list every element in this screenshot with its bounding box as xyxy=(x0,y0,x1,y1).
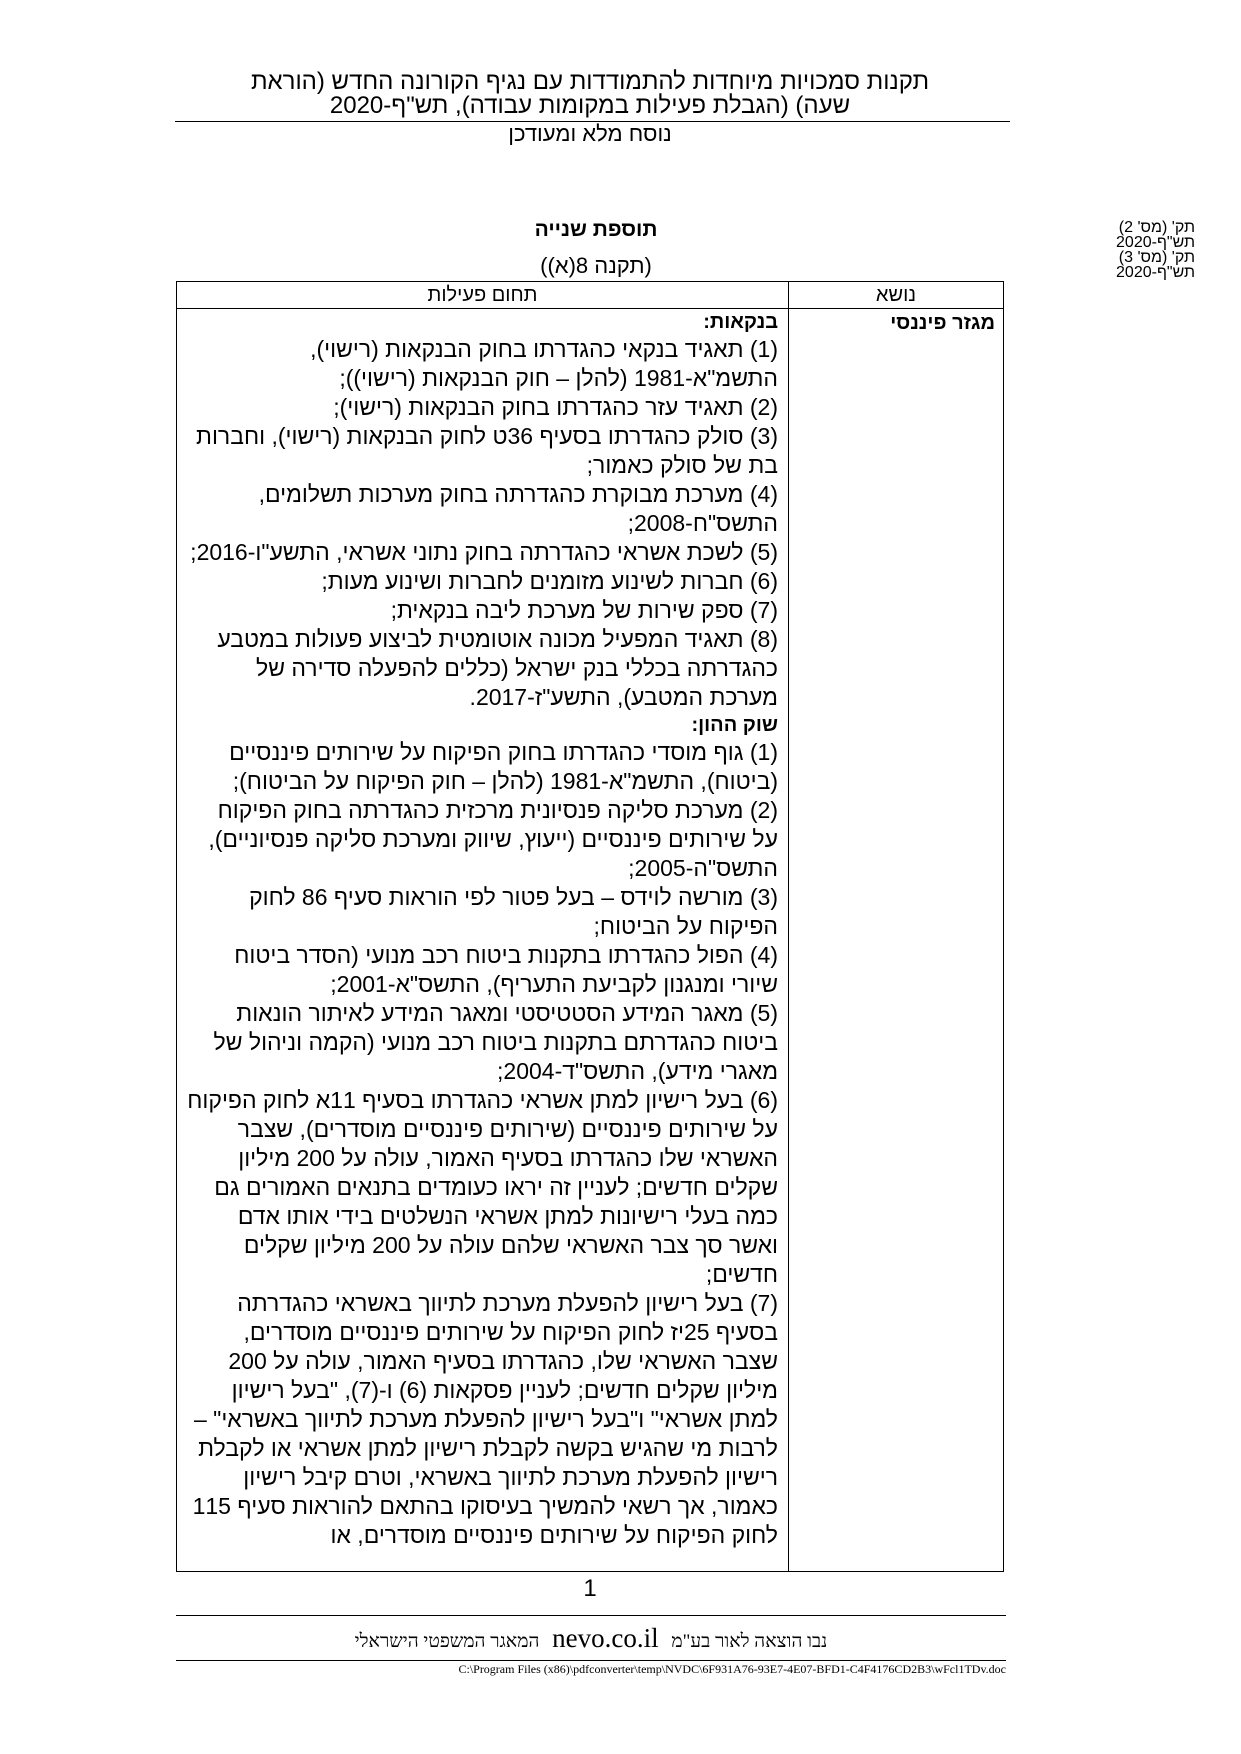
list-item: (6) חברות לשינוע מזומנים לחברות ושינוע מעות; xyxy=(321,568,778,594)
table-column-divider xyxy=(788,281,789,1572)
footer-tagline: המאגר המשפטי הישראלי xyxy=(354,1631,540,1652)
appendix-reference: (תקנה 8(א)) xyxy=(540,253,652,278)
list-item: (5) מאגר המידע הסטטיסטי ומאגר המידע לאיתור הונאות ביטוח כהגדרתם בתקנות ביטוח רכב מנועי (הקמה וניהול של מאגרי מידע), התשס"ד-2004; xyxy=(213,1000,778,1084)
list-item: (4) הפול כהגדרתו בתקנות ביטוח רכב מנועי (הסדר ביטוח שיורי ומנגנון לקביעת התעריף), התשס"א-2001; xyxy=(234,942,778,997)
footer-brand xyxy=(176,1623,1006,1657)
list-item: (3) סולק כהגדרתו בסעיף 36ט לחוק הבנקאות (רישוי), וחברות בת של סולק כאמור; xyxy=(196,423,778,478)
column-header-activity: תחום פעילות xyxy=(427,284,538,306)
list-item: (6) בעל רישיון למתן אשראי כהגדרתו בסעיף 11א לחוק הפיקוח על שירותים פיננסיים (שירותים פיננסיים מוסדרים), שצבר האשראי שלו כהגדרתו בסעיף האמור, עולה על 200 מיליון שקלים חדשים; לעניין זה יראו כעומדים בתנאים האמורים גם כמה בעלי רישיונות למתן אשראי הנשלטים בידי אותו אדם ואשר סך צבר האשראי שלהם עולה על 200 מיליון שקלים חדשים; xyxy=(187,1087,778,1287)
list-item: (2) מערכת סליקה פנסיונית מרכזית כהגדרתה בחוק הפיקוח על שירותים פיננסיים (ייעוץ, שיווק ומערכת סליקה פנסיוניים), התשס"ה-2005; xyxy=(208,797,778,881)
list-item: (7) בעל רישיון להפעלת מערכת לתיווך באשראי כהגדרתה בסעיף 25יז לחוק הפיקוח על שירותים פיננסיים מוסדרים, שצבר האשראי שלו, כהגדרתו בסעיף האמור, עולה על 200 מיליון שקלים חדשים; לעניין פסקאות (6) ו-(7), "בעל רישיון למתן אשראי" ו"בעל רישיון להפעלת מערכת לתיווך באשראי" – לרבות מי שהגיש בקשה לקבלת רישיון למתן אשראי או לקבלת רישיון להפעלת מערכת לתיווך באשראי, וטרם קיבל רישיון כאמור, אך רשאי להמשיך בעיסוקו בהתאם להוראות סעיף 115 לחוק הפיקוח על שירותים פיננסיים מוסדרים, או xyxy=(192,1290,778,1548)
list-item: (1) תאגיד בנקאי כהגדרתו בחוק הבנקאות (רישוי), התשמ"א-1981 (להלן – חוק הבנקאות (רישוי)); xyxy=(310,336,778,391)
appendix-title: תוספת שנייה xyxy=(534,218,658,241)
list-item: (3) מורשה לוידס – בעל פטור לפי הוראות סעיף 86 לחוק הפיקוח על הביטוח; xyxy=(249,884,778,939)
section-heading-banking: בנקאות: xyxy=(703,311,778,333)
list-item: (5) לשכת אשראי כהגדרתה בחוק נתוני אשראי, התשע"ו-2016; xyxy=(190,539,778,565)
section-heading-capital-market: שוק ההון: xyxy=(691,714,778,736)
margin-note: תק' (מס' 3) xyxy=(1118,249,1195,266)
list-item: (4) מערכת מבוקרת כהגדרתה בחוק מערכות תשלומים, התשס"ח-2008; xyxy=(258,481,778,536)
sector-label: מגזר פיננסי xyxy=(890,312,995,334)
document-title-line-1: תקנות סמכויות מיוחדות להתמודדות עם נגיף הקורונה החדש (הוראת xyxy=(250,68,930,95)
footer-publisher: נבו הוצאה לאור בע"מ xyxy=(671,1631,828,1652)
footer-file-path: C:\Program Files (x86)\pdfconverter\temp\NVDC\6F931A76-93E7-4E07-BFD1-C4F4176CD2B3\wFcl1TDv.doc xyxy=(458,1662,1006,1676)
document-subtitle: נוסח מלא ומעודכן xyxy=(508,121,672,146)
margin-note: תק' (מס' 2) xyxy=(1118,219,1195,236)
page-number: 1 xyxy=(583,1575,597,1602)
list-item: (7) ספק שירות של מערכת ליבה בנקאית; xyxy=(390,597,778,623)
list-item: (8) תאגיד המפעיל מכונה אוטומטית לביצוע פעולות במטבע כהגדרתה בכללי בנק ישראל (כללים להפעלה סדירה של מערכת המטבע), התשע"ז-2017. xyxy=(217,626,778,710)
document-title-line-2: שעה) (הגבלת פעילות במקומות עבודה), תש"ף-2020 xyxy=(329,92,851,119)
margin-note: תש"ף-2020 xyxy=(1116,264,1195,281)
footer-divider-bottom xyxy=(176,1660,1006,1661)
margin-note: תש"ף-2020 xyxy=(1116,234,1195,251)
list-item: (1) גוף מוסדי כהגדרתו בחוק הפיקוח על שירותים פיננסיים (ביטוח), התשמ"א-1981 (להלן – חוק הפיקוח על הביטוח); xyxy=(229,739,778,794)
margin-notes xyxy=(1085,220,1195,280)
footer-divider-top xyxy=(176,1615,1006,1616)
column-header-subject: נושא xyxy=(875,284,917,306)
document-title xyxy=(200,70,980,118)
activity-list xyxy=(186,309,778,1550)
list-item: (2) תאגיד עזר כהגדרתו בחוק הבנקאות (רישוי); xyxy=(333,394,778,420)
footer-site-link[interactable]: nevo.co.il xyxy=(552,1623,659,1653)
